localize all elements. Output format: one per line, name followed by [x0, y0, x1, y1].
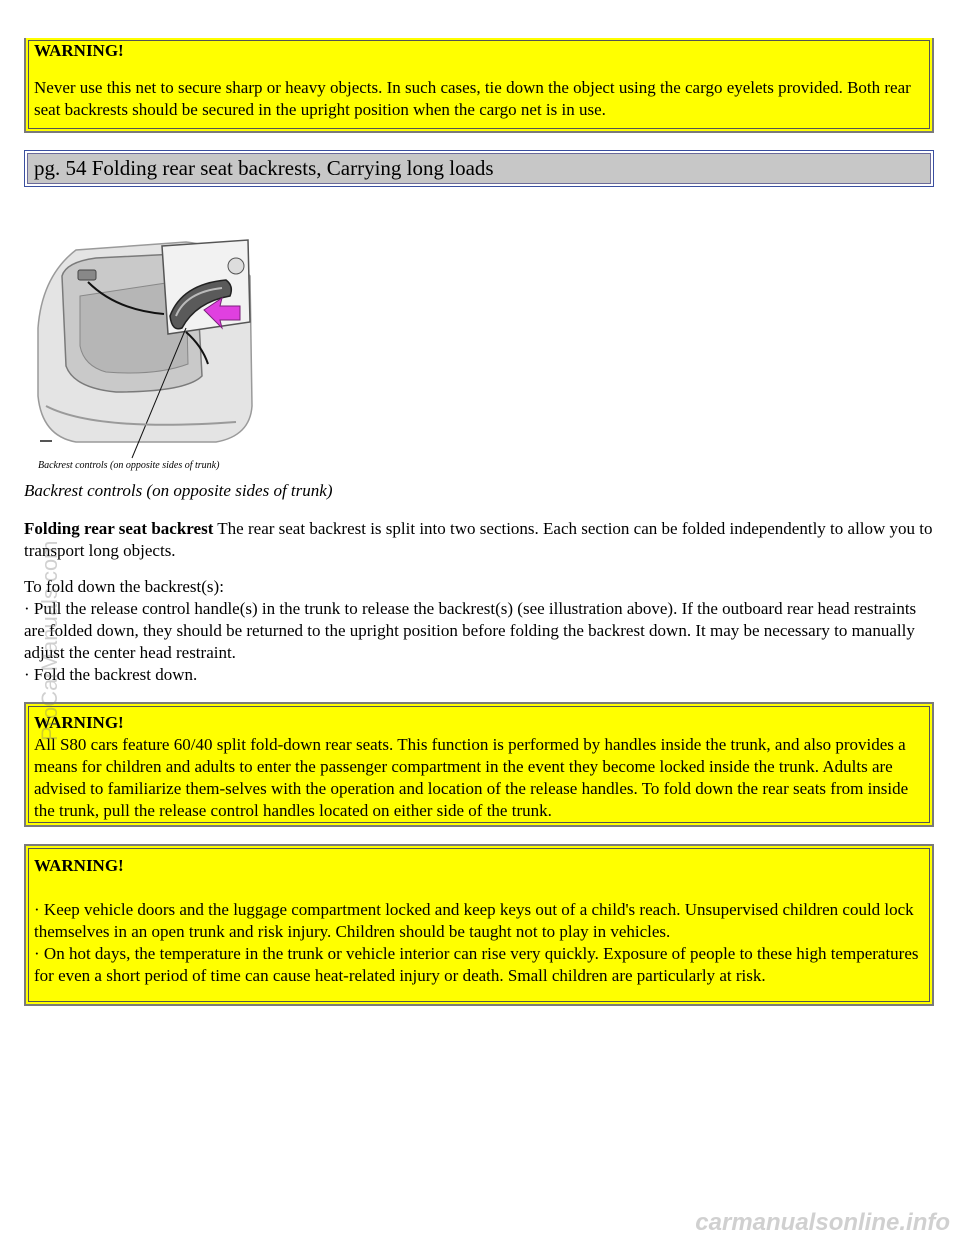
- warning-box-cargo-net: [24, 38, 934, 133]
- instructions-intro: To fold down the backrest(s):: [24, 577, 224, 596]
- figure-caption: Backrest controls (on opposite sides of trunk): [24, 481, 333, 500]
- paragraph-text: The rear seat backrest is split into two sections. Each section can be folded independently to allow you to transport long objects.: [24, 519, 933, 560]
- warning-item: · Keep vehicle doors and the luggage compartment locked and keep keys out of a child's reach. Unsupervised children could lock themselves in an open trunk and risk injury. Children should be taught not to play in vehicles.: [34, 900, 914, 941]
- warning-box-split-seats: [24, 702, 934, 827]
- warning-box-children: [24, 844, 934, 1006]
- instruction-step-1: · Pull the release control handle(s) in the trunk to release the backrest(s) (see illustration above). If the outboard rear head restraints are folded down, they should be returned to the upright position before folding the backrest down. It may be necessary to manually adjust the center head restraint.: [24, 599, 917, 662]
- warning-title: WARNING!: [34, 41, 124, 60]
- footer-watermark: carmanualsonline.info: [695, 1209, 950, 1236]
- trunk-illustration: [36, 236, 254, 472]
- warning-item: · On hot days, the temperature in the trunk or vehicle interior can rise very quickly. Exposure of people to these high temperatures for even a short period of time can cause heat-related injury or death. Small children are particularly at risk.: [34, 944, 919, 985]
- section-title: pg. 54 Folding rear seat backrests, Carrying long loads: [27, 153, 931, 184]
- warning-text: Never use this net to secure sharp or heavy objects. In such cases, tie down the object using the cargo eyelets provided. Both rear seat backrests should be secured in the upright position when the cargo net is in use.: [34, 78, 911, 119]
- illustration-caption: Backrest controls (on opposite sides of trunk): [38, 460, 220, 471]
- fold-instructions: [24, 576, 934, 686]
- warning-text: All S80 cars feature 60/40 split fold-down rear seats. This function is performed by handles inside the trunk, and also provides a means for children and adults to enter the passenger compartment in the event they become locked inside the trunk. Adults are advised to familiarize them-selves with the operation and location of the release handles. To fold down the rear seats from inside the trunk, pull the release control handles located on either side of the trunk.: [34, 735, 909, 820]
- backrest-controls-illustration: [36, 236, 254, 472]
- warning-title: WARNING!: [34, 713, 124, 732]
- paragraph-heading: Folding rear seat backrest: [24, 519, 214, 538]
- folding-rear-seat-paragraph: [24, 518, 934, 562]
- instruction-step-2: · Fold the backrest down.: [24, 665, 198, 684]
- section-header: [24, 150, 934, 187]
- side-watermark: ProCarManuals.com: [37, 540, 62, 741]
- warning-title: WARNING!: [34, 856, 124, 875]
